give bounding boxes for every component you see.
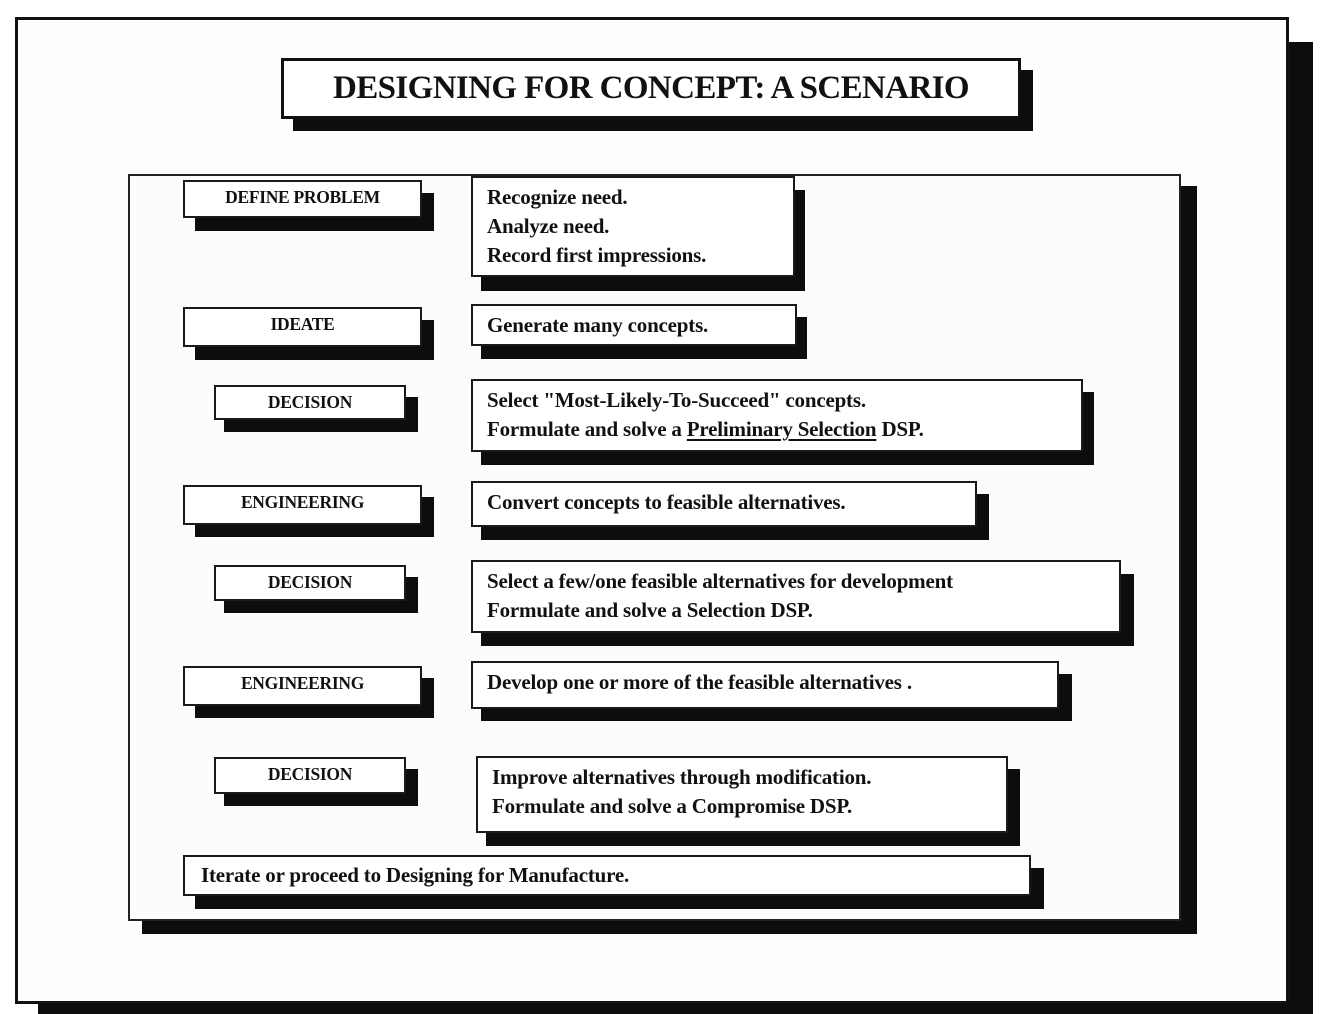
- description-line: Select "Most-Likely-To-Succeed" concepts.: [487, 388, 866, 412]
- step-label-define-problem: [183, 180, 422, 218]
- description-line: Analyze need.: [487, 214, 610, 238]
- title-shadow-side: [1021, 70, 1033, 131]
- description-line: Generate many concepts.: [487, 313, 709, 337]
- step-description-compromise: [476, 756, 1008, 833]
- step-description-preliminary-selection: [471, 379, 1083, 452]
- description-text: Formulate and solve a: [487, 417, 687, 441]
- step-label-text: ENGINEERING: [240, 492, 365, 512]
- description-line: Improve alternatives through modification.: [492, 765, 872, 789]
- step-label-text: ENGINEERING: [240, 673, 365, 693]
- description-line: Record first impressions.: [487, 243, 707, 267]
- description-line: [487, 415, 1081, 444]
- final-step-text: Iterate or proceed to Designing for Manufacture.: [201, 863, 630, 887]
- description-line: Select a few/one feasible alternatives for development: [487, 569, 953, 593]
- step-label-ideate: [183, 307, 422, 347]
- description-line: Convert concepts to feasible alternatives.: [487, 490, 846, 514]
- step-description-selection: [471, 560, 1121, 633]
- page-shadow-right: [1289, 42, 1313, 1014]
- preliminary-selection-term: Preliminary Selection: [686, 417, 877, 441]
- page-shadow-bottom: [38, 1004, 1313, 1014]
- panel-shadow-right: [1181, 186, 1197, 933]
- step-label-decision: [214, 757, 406, 794]
- step-label-text: DECISION: [267, 572, 353, 592]
- step-label-decision: [214, 385, 406, 420]
- step-label-text: DEFINE PROBLEM: [225, 187, 380, 207]
- step-label-engineering: [183, 485, 422, 525]
- final-step-iterate: [183, 855, 1031, 896]
- description-line: Develop one or more of the feasible alternatives .: [487, 670, 912, 694]
- step-description-convert-concepts: [471, 481, 977, 527]
- description-line: Recognize need.: [487, 185, 628, 209]
- panel-shadow-bottom: [142, 921, 1197, 934]
- step-label-decision: [214, 565, 406, 601]
- title-shadow: [293, 119, 1033, 131]
- description-text: DSP.: [876, 417, 924, 441]
- step-description-ideate: [471, 304, 797, 346]
- step-label-text: DECISION: [267, 392, 353, 412]
- slide-title: DESIGNING FOR CONCEPT: A SCENARIO: [281, 58, 1021, 119]
- description-line: Formulate and solve a Selection DSP.: [487, 598, 813, 622]
- step-label-engineering: [183, 666, 422, 706]
- step-label-text: IDEATE: [270, 314, 335, 334]
- step-description-define-problem: [471, 176, 795, 277]
- description-line: Formulate and solve a Compromise DSP.: [492, 794, 853, 818]
- step-label-text: DECISION: [267, 764, 353, 784]
- step-description-develop: [471, 661, 1059, 709]
